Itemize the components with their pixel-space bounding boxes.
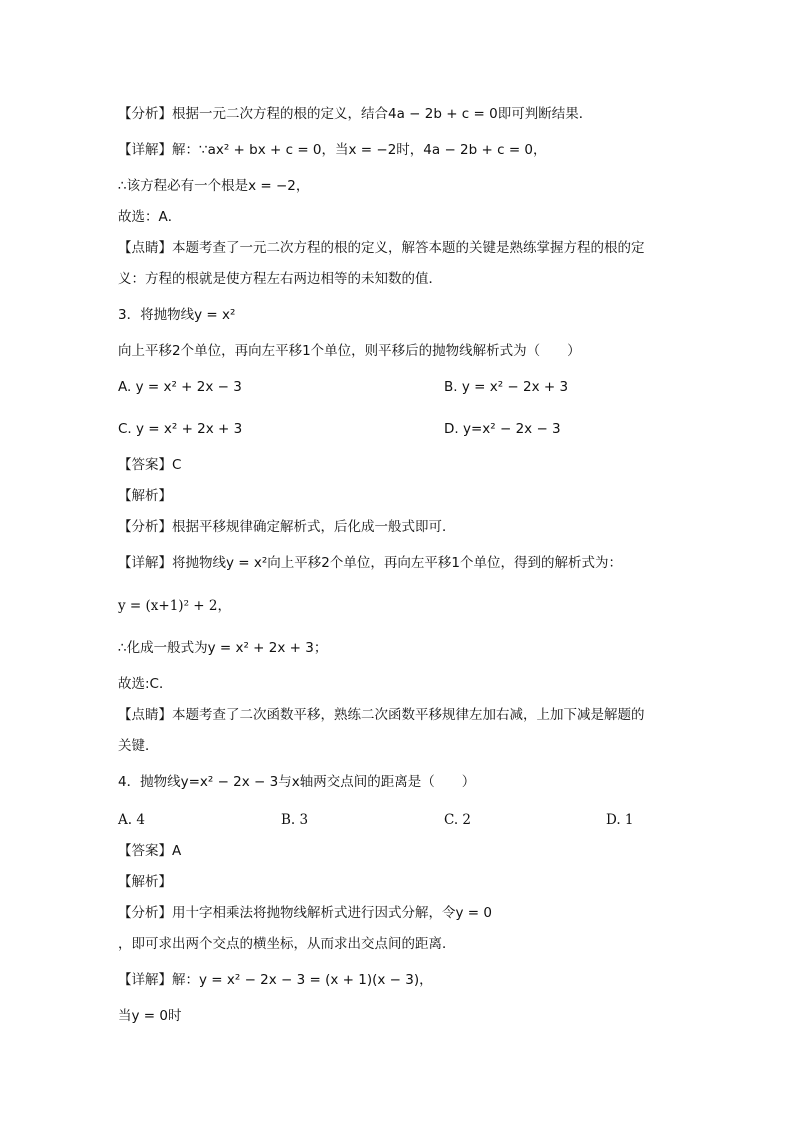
q3-option-d: D. y=x² − 2x − 3 [444,421,561,437]
q4-answer: 【答案】A [118,843,182,859]
q3-general-form: ∴化成一般式为y = x² + 2x + 3； [118,640,328,656]
q4-analysis-line1: 【分析】用十字相乘法将抛物线解析式进行因式分解，令y = 0 [118,905,492,921]
q3-formula: y = (x+1)² + 2， [118,598,231,614]
q2-therefore: ∴该方程必有一个根是x = −2， [118,178,310,194]
q4-stem: 4．抛物线y=x² − 2x − 3与x轴两交点间的距离是（ ） [118,774,476,790]
q3-answer: 【答案】C [118,457,182,473]
q4-option-d: D. 1 [606,812,634,828]
q3-stem-line1: 3．将抛物线y = x² [118,307,236,323]
q4-detail: 【详解】解：y = x² − 2x − 3 = (x + 1)(x − 3)， [118,972,433,988]
q2-comment-line2: 义：方程的根就是使方程左右两边相等的未知数的值． [118,271,442,287]
q4-when: 当y = 0时 [118,1008,182,1024]
q3-choose: 故选:C． [118,676,173,692]
q3-analysis: 【分析】根据平移规律确定解析式，后化成一般式即可． [118,519,456,535]
q4-option-c: C. 2 [444,812,472,828]
q3-option-c: C. y = x² + 2x + 3 [118,421,243,437]
q4-option-b: B. 3 [281,812,309,828]
q4-analysis-line2: ，即可求出两个交点的横坐标，从而求出交点间的距离． [118,936,456,952]
q3-option-a: A. y = x² + 2x − 3 [118,379,242,395]
q3-comment-line2: 关键． [118,738,159,754]
q2-comment-line1: 【点睛】本题考查了一元二次方程的根的定义，解答本题的关键是熟练掌握方程的根的定 [118,240,645,256]
q3-detail: 【详解】将抛物线y = x²向上平移2个单位，再向左平移1个单位，得到的解析式为： [118,555,622,571]
q4-jiexi-heading: 【解析】 [118,874,172,890]
q4-option-a: A. 4 [118,812,145,828]
q2-analysis: 【分析】根据一元二次方程的根的定义，结合4a − 2b + c = 0即可判断结果． [118,106,593,122]
q3-stem-line2: 向上平移2个单位，再向左平移1个单位，则平移后的抛物线解析式为（ ） [118,343,581,359]
q3-option-b: B. y = x² − 2x + 3 [444,379,569,395]
q2-detail: 【详解】解：∵ax² + bx + c = 0，当x = −2时，4a − 2b + c = 0， [118,142,547,158]
q2-choose: 故选：A． [118,209,182,225]
q3-comment-line1: 【点睛】本题考查了二次函数平移，熟练二次函数平移规律左加右减，上加下减是解题的 [118,707,645,723]
q3-jiexi-heading: 【解析】 [118,488,172,504]
